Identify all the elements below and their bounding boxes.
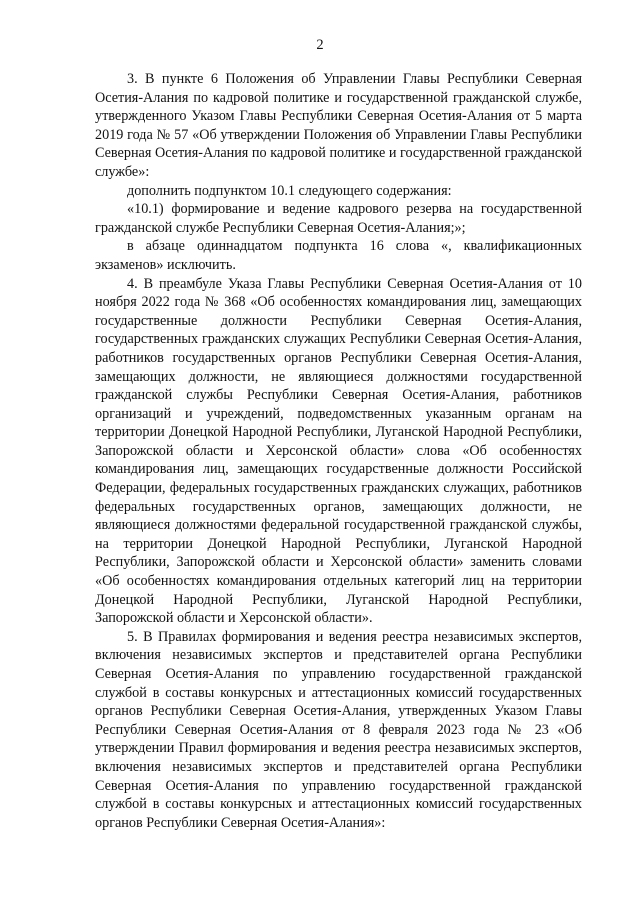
paragraph-add-subitem: дополнить подпунктом 10.1 следующего содержания: [127,182,452,199]
paragraph-item-3: 3. В пункте 6 Положения об Управлении Главы Республики Северная Осетия-Алания по кадровой политике и государственной гражданской службе, утвержденного Указом Главы Республики Северная Осетия-Алания от 5 марта 2019 года № 57 «Об утверждении Положения об Управлении Главы Республики Северная Осетия-Алания по кадровой политике и государственной гражданской службе»: [95,71,582,180]
paragraph-item-5: 5. В Правилах формирования и ведения реестра независимых экспертов, включения независимых экспертов и представителей органа Республики Северная Осетия-Алания по управлению государственной гражданской службой в составы конкурсных и аттестационных комиссий государственных органов Республики Северная Осетия-Алания, утвержденных Указом Главы Республики Северная Осетия-Алания от 8 февраля 2023 года № 23 «Об утверждении Правил формирования и ведения реестра независимых экспертов, включения независимых экспертов и представителей органа Республики Северная Осетия-Алания по управлению государственной гражданской службой в составы конкурсных и аттестационных комиссий государственных органов Республики Северная Осетия-Алания»: [95,628,582,831]
document-body [95,70,582,832]
paragraph-item-4: 4. В преамбуле Указа Главы Республики Северная Осетия-Алания от 10 ноября 2022 года № 368 «Об особенностях командирования лиц, замещающих государственные должности Республики Северная Осетия-Алания, государственных гражданских служащих Республики Северная Осетия-Алания, работников государственных органов Республики Северная Осетия-Алания, замещающих должности, не являющиеся должностями государственной гражданской службы Республики Северная Осетия-Алания, работников организаций и учреждений, подведомственных указанным органам на территории Донецкой Народной Республики, Луганской Народной Республики, Запорожской области и Херсонской области» слова «Об особенностях командирования лиц, замещающих государственные должности Российской Федерации, федеральных государственных гражданских служащих, работников федеральных государственных органов, замещающих должности, не являющиеся должностями федеральной государственной гражданской службы, на территории Донецкой Народной Республики, Луганской Народной Республики, Запорожской области и Херсонской области» заменить словами «Об особенностях командирования отдельных категорий лиц на территории Донецкой Народной Республики, Луганской Народной Республики, Запорожской области и Херсонской области». [95,275,582,627]
paragraph-quoted-subitem-10-1: «10.1) формирование и ведение кадрового резерва на государственной гражданской службе Республики Северная Осетия-Алания;»; [95,201,582,236]
page-number: 2 [316,37,324,53]
paragraph-exclude-words: в абзаце одиннадцатом подпункта 16 слова «, квалификационных экзаменов» исключить. [95,238,582,273]
